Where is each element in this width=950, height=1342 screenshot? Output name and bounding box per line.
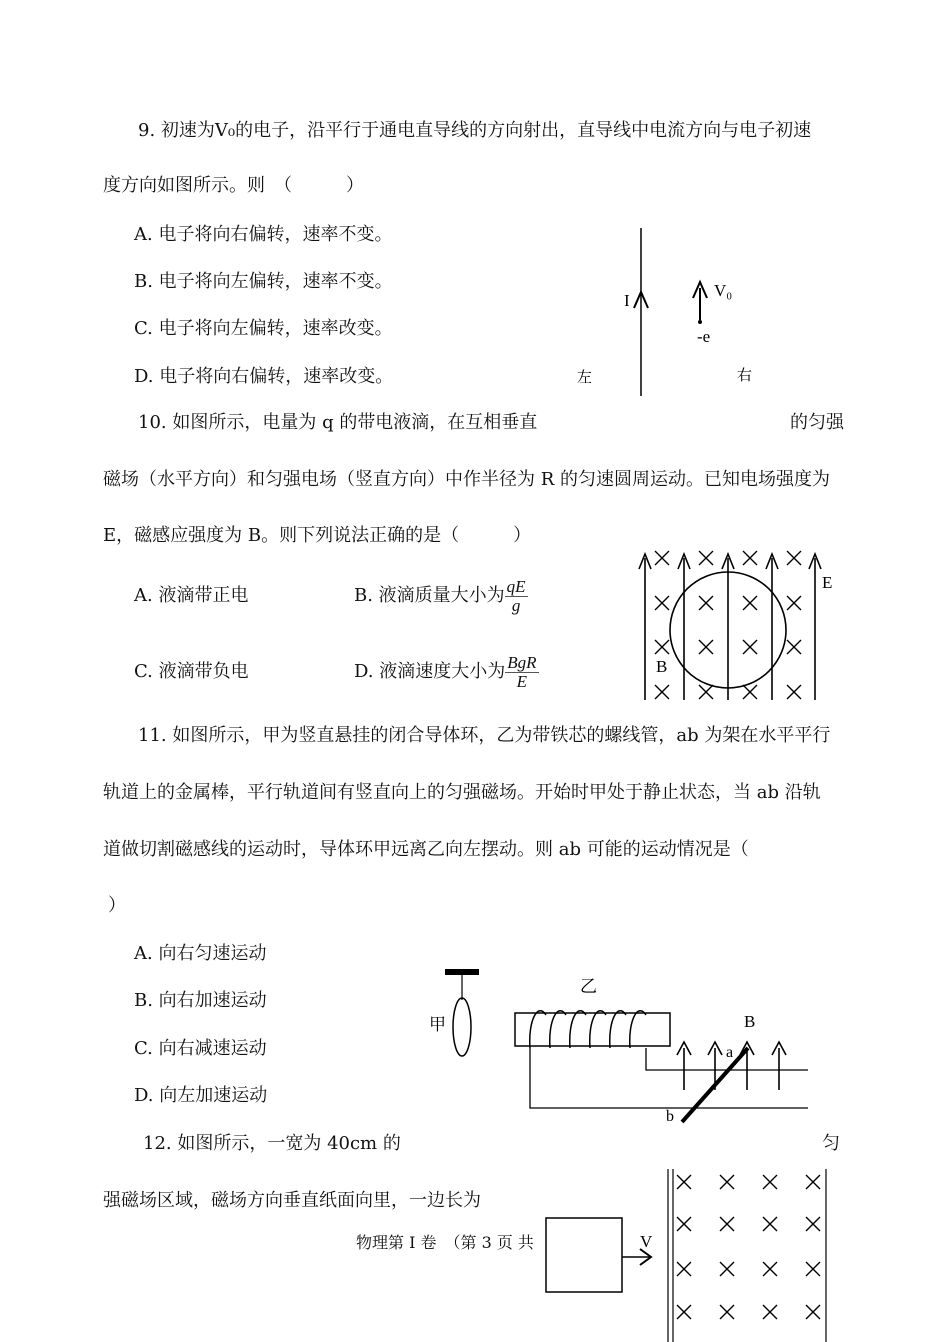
q10-e-label: E: [822, 573, 833, 592]
q11-option-a: A. 向右匀速运动: [134, 943, 267, 964]
q11-solenoid-label: 乙: [580, 977, 597, 996]
q10-line2: 磁场（水平方向）和匀强电场（竖直方向）中作半径为 R 的匀速圆周运动。已知电场强度为: [103, 469, 830, 490]
q11-a-label: a: [726, 1044, 734, 1061]
q10-option-b-text: B. 液滴质量大小为: [354, 585, 505, 606]
q12-figure: [540, 1165, 840, 1342]
q11-line3: 道做切割磁感线的运动时，导体环甲远离乙向左摆动。则 ab 可能的运动情况是（: [103, 839, 749, 860]
q11-b-label: b: [666, 1108, 674, 1125]
q9-right-label: 右: [737, 368, 753, 384]
q11-figure: [420, 960, 820, 1130]
q9-option-b: B. 电子将向左偏转，速率不变。: [134, 271, 393, 292]
q9-line2: 度方向如图所示。则 （ ）: [103, 175, 364, 196]
page-footer: 物理第 I 卷 （第 3 页 共: [356, 1233, 534, 1252]
q10-option-d-numerator: BgR: [507, 652, 537, 672]
q11-option-c: C. 向右减速运动: [134, 1038, 267, 1059]
q11-field-label: B: [744, 1012, 756, 1031]
q9-left-label: 左: [577, 370, 593, 386]
q10-option-a: A. 液滴带正电: [134, 585, 249, 606]
q12-line1-left: 12. 如图所示，一宽为 40cm 的: [143, 1133, 401, 1154]
q11-option-d: D. 向左加速运动: [134, 1085, 268, 1106]
q10-line1-left: 10. 如图所示，电量为 q 的带电液滴，在互相垂直: [138, 412, 538, 433]
q9-current-label: I: [624, 291, 630, 310]
q12-line1-right: 匀: [822, 1133, 840, 1154]
q11-line1: 11. 如图所示，甲为竖直悬挂的闭合导体环，乙为带铁芯的螺线管，ab 为架在水平平行: [138, 725, 831, 746]
q10-option-d-denominator: E: [516, 671, 528, 691]
q10-option-d: [354, 652, 539, 692]
q11-line4: ）: [108, 895, 126, 916]
q10-line3: E，磁感应强度为 B。则下列说法正确的是（ ）: [103, 525, 532, 546]
q11-option-b: B. 向右加速运动: [134, 990, 267, 1011]
q9-option-a: A. 电子将向右偏转，速率不变。: [134, 224, 393, 245]
q10-option-b: [354, 576, 528, 616]
q12-v-label: V: [640, 1232, 653, 1251]
q10-option-b-denominator: g: [511, 595, 521, 615]
q9-option-d: D. 电子将向右偏转，速率改变。: [134, 366, 394, 387]
q9-figure: [560, 220, 800, 400]
q10-b-label: B: [656, 657, 668, 676]
q9-line1: 9. 初速为V₀的电子，沿平行于通电直导线的方向射出，直导线中电流方向与电子初速: [138, 120, 812, 141]
q10-option-d-fraction: [505, 654, 538, 691]
q10-line1-right: 的匀强: [790, 412, 844, 433]
q11-line2: 轨道上的金属棒，平行轨道间有竖直向上的匀强磁场。开始时甲处于静止状态，当 ab 沿轨: [103, 782, 821, 803]
q12-line2: 强磁场区域，磁场方向垂直纸面向里，一边长为: [103, 1190, 481, 1211]
q10-option-c: C. 液滴带负电: [134, 661, 249, 682]
q10-option-d-text: D. 液滴速度大小为: [354, 661, 506, 682]
q9-electron-label: -e: [697, 327, 711, 346]
q11-ring-label: 甲: [429, 1015, 446, 1034]
q10-option-b-fraction: [505, 578, 528, 615]
q9-option-c: C. 电子将向左偏转，速率改变。: [134, 318, 393, 339]
q10-option-b-numerator: qE: [506, 576, 526, 596]
q10-figure: [630, 540, 840, 705]
q9-velocity-label: V₀: [714, 281, 733, 300]
